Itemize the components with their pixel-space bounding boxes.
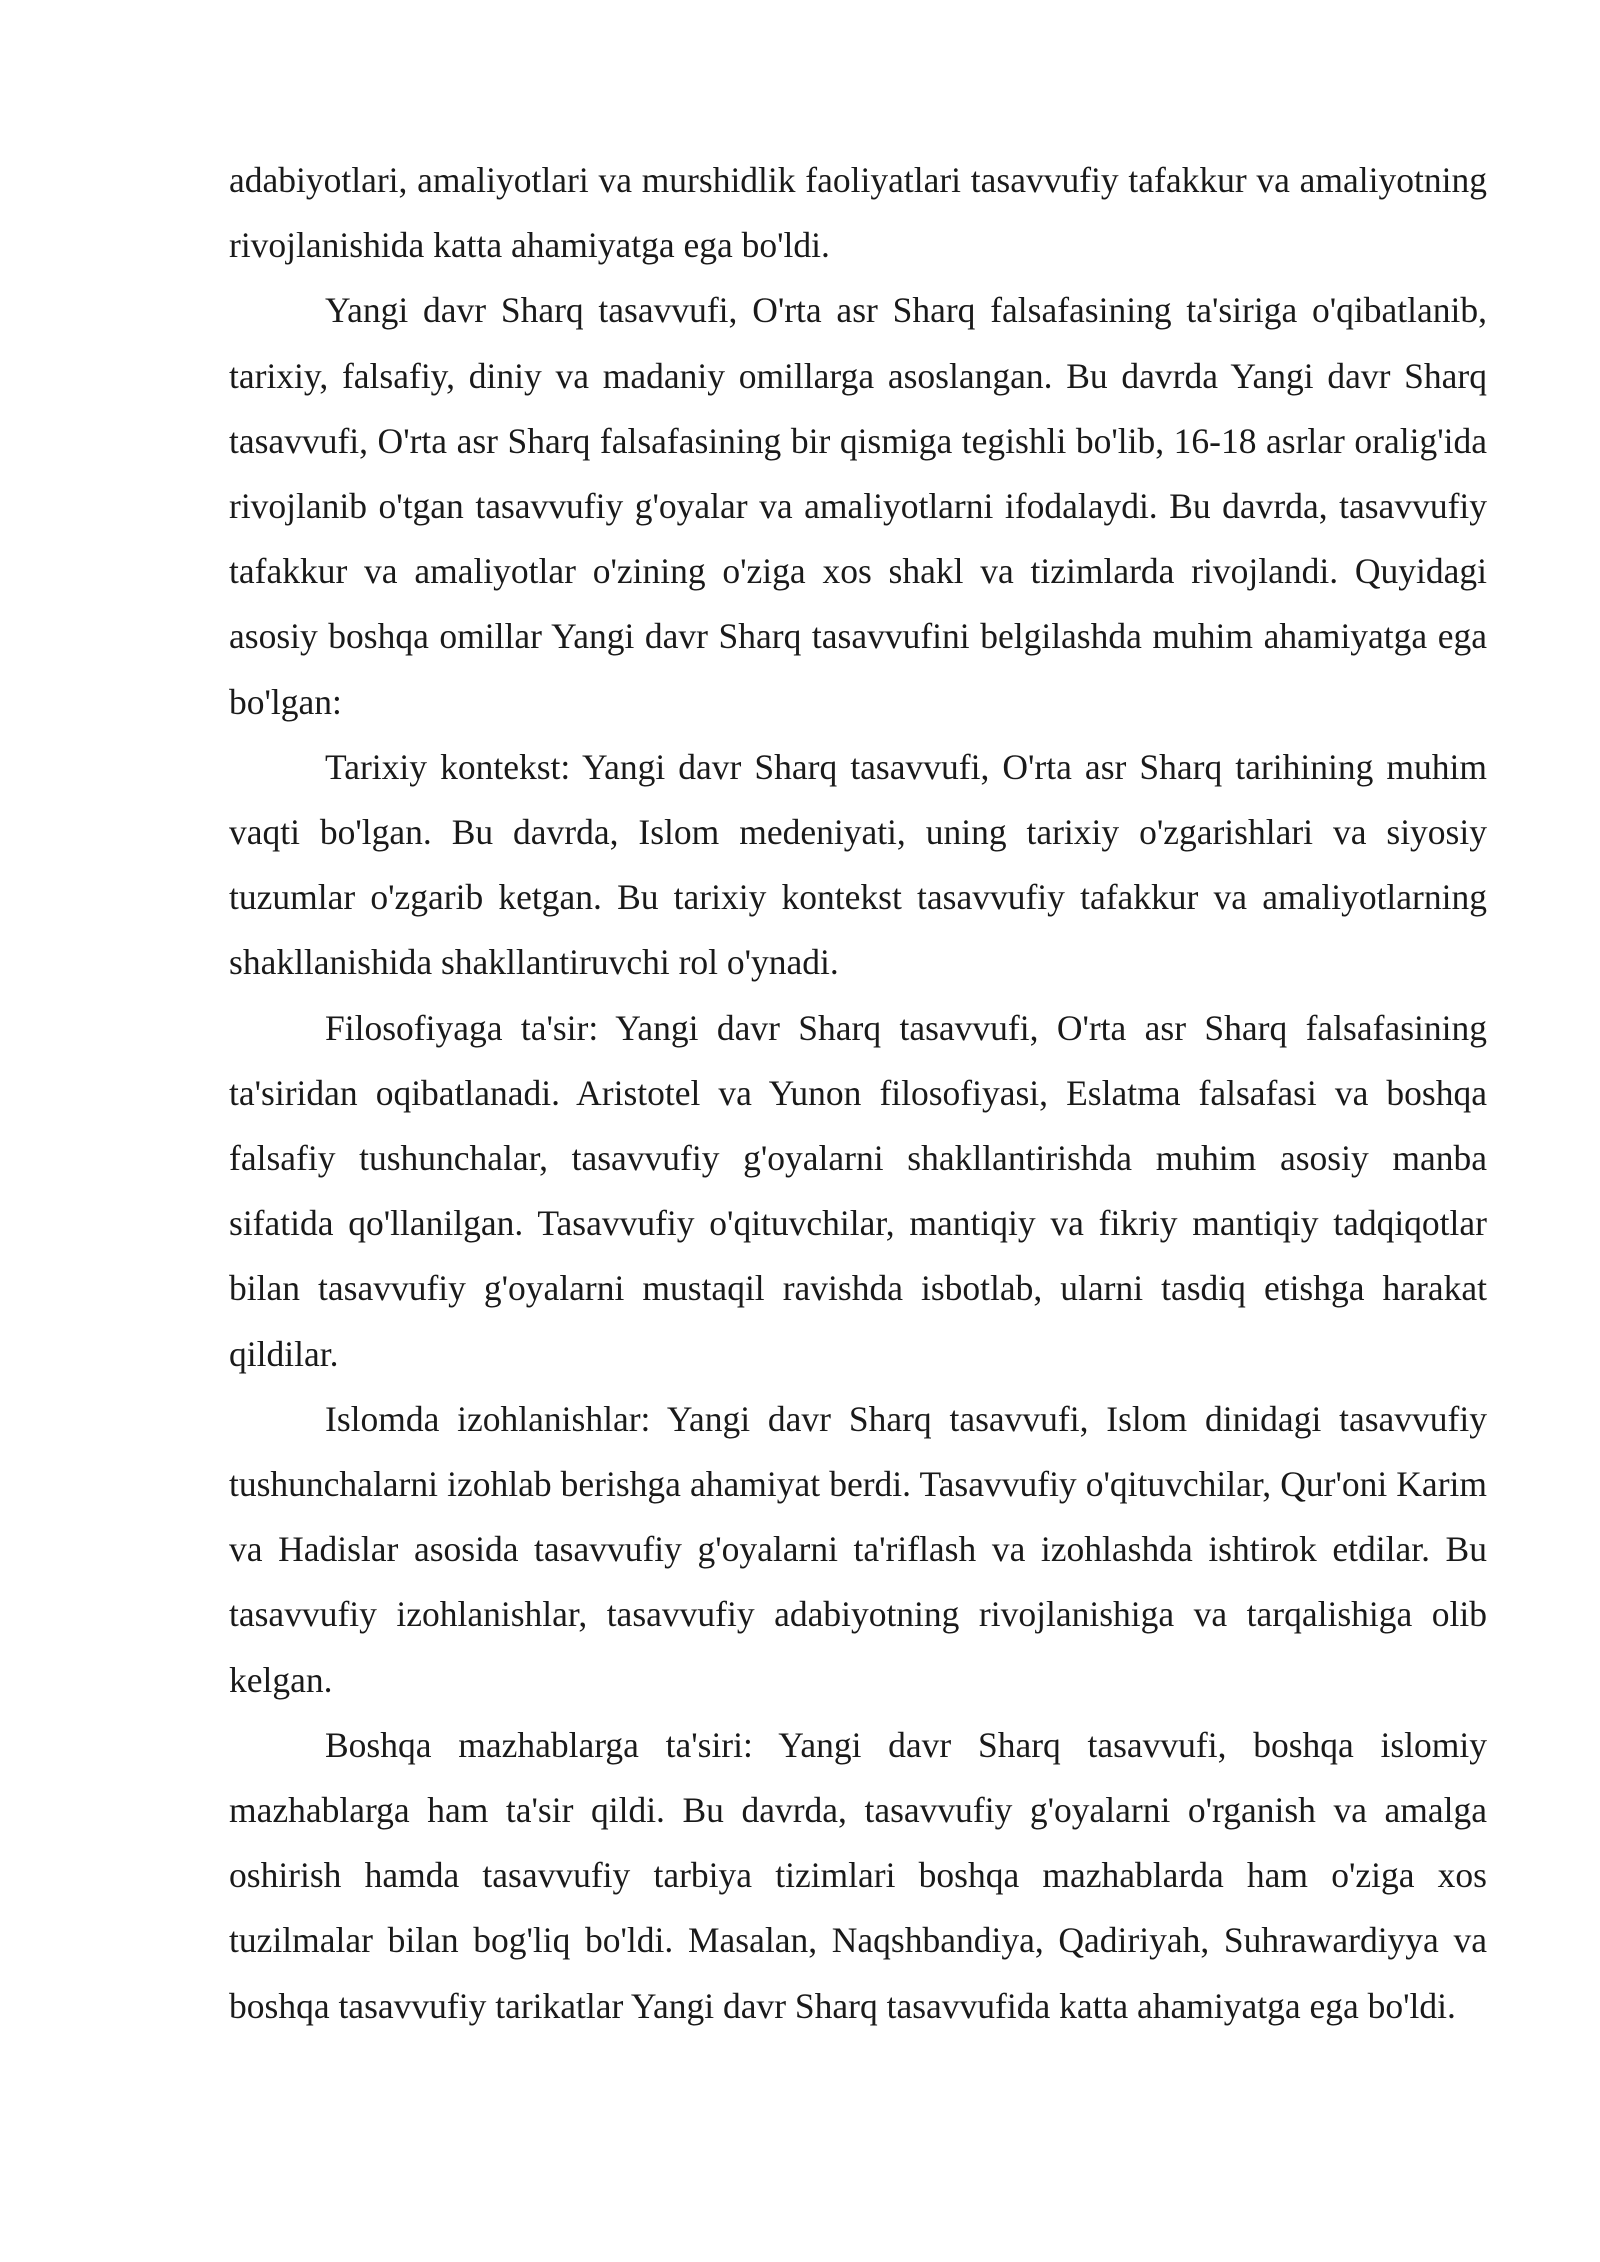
paragraph-intro: Yangi davr Sharq tasavvufi, O'rta asr Sharq falsafasining ta'siriga o'qibatlanib, tarixiy, falsafiy, diniy va madaniy omillarga asoslangan. Bu davrda Yangi davr Sharq tasavvufi, O'rta asr Sharq falsafasining bir qismiga tegishli bo'lib, 16-18 asrlar oralig'ida rivojlanib o'tgan tasavvufiy g'oyalar va amaliyotlarni ifodalaydi. Bu davrda, tasavvufiy tafakkur va amaliyotlar o'zining o'ziga xos shakl va tizimlarda rivojlandi. Quyidagi asosiy boshqa omillar Yangi davr Sharq tasavvufini belgilashda muhim ahamiyatga ega bo'lgan: — [229, 290, 1487, 722]
paragraph-philosophy-influence: Filosofiyaga ta'sir: Yangi davr Sharq tasavvufi, O'rta asr Sharq falsafasining ta'siridan oqibatlanadi. Aristotel va Yunon filosofiyasi, Eslatma falsafasi va boshqa falsafiy tushunchalar, tasavvufiy g'oyalarni shakllantirishda muhim asosiy manba sifatida qo'llanilgan. Tasavvufiy o'qituvchilar, mantiqiy va fikriy mantiqiy tadqiqotlar bilan tasavvufiy g'oyalarni mustaqil ravishda isbotlab, ularni tasdiq etishga harakat qildilar. — [229, 1007, 1487, 1374]
document-page — [229, 148, 1487, 2039]
paragraph-islamic-interpretations: Islomda izohlanishlar: Yangi davr Sharq tasavvufi, Islom dinidagi tasavvufiy tushunchalarni izohlab berishga ahamiyat berdi. Tasavvufiy o'qituvchilar, Qur'oni Karim va Hadislar asosida tasavvufiy g'oyalarni ta'riflash va izohlashda ishtirok etdilar. Bu tasavvufiy izohlanishlar, tasavvufiy adabiyotning rivojlanishiga va tarqalishiga olib kelgan. — [229, 1398, 1487, 1700]
paragraph-continuation: adabiyotlari, amaliyotlari va murshidlik faoliyatlari tasavvufiy tafakkur va amaliyotning rivojlanishida katta ahamiyatga ega bo'ldi. — [229, 160, 1487, 266]
paragraph-historical-context: Tarixiy kontekst: Yangi davr Sharq tasavvufi, O'rta asr Sharq tarihining muhim vaqti bo'lgan. Bu davrda, Islom medeniyati, uning tarixiy o'zgarishlari va siyosiy tuzumlar o'zgarib ketgan. Bu tarixiy kontekst tasavvufiy tafakkur va amaliyotlarning shakllanishida shakllantiruvchi rol o'ynadi. — [229, 746, 1487, 983]
paragraph-other-schools-influence: Boshqa mazhablarga ta'siri: Yangi davr Sharq tasavvufi, boshqa islomiy mazhablarga ham ta'sir qildi. Bu davrda, tasavvufiy g'oyalarni o'rganish va amalga oshirish hamda tasavvufiy tarbiya tizimlari boshqa mazhablarda ham o'ziga xos tuzilmalar bilan bog'liq bo'ldi. Masalan, Naqshbandiya, Qadiriyah, Suhrawardiyya va boshqa tasavvufiy tarikatlar Yangi davr Sharq tasavvufida katta ahamiyatga ega bo'ldi. — [229, 1724, 1487, 2026]
